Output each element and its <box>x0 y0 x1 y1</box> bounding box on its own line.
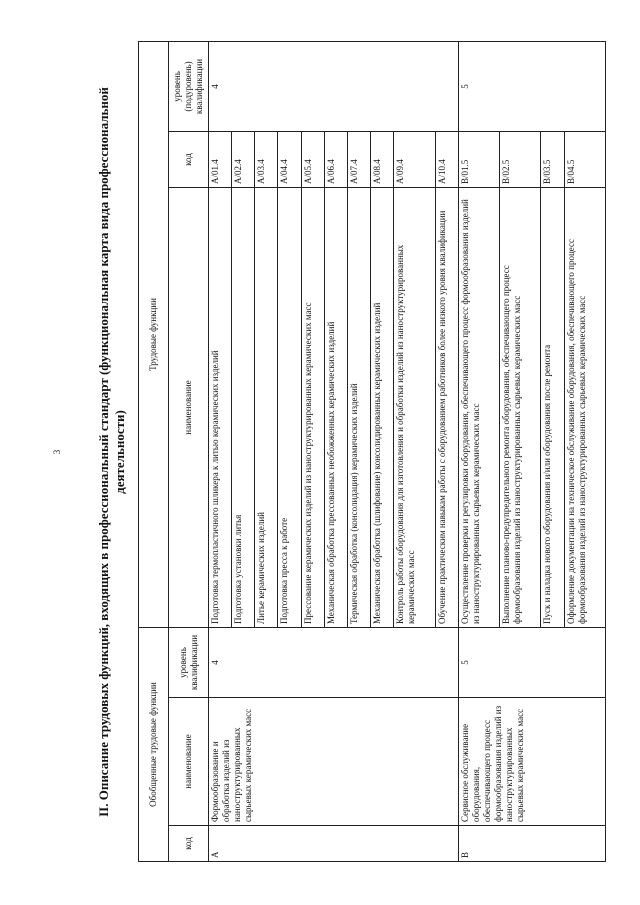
header-tf-level: уровень (подуровень) квалификации <box>169 41 209 131</box>
functional-map-table <box>138 41 606 862</box>
function-name: Механическая обработка прессованных необожженных керамических изделий <box>324 187 347 627</box>
function-name: Литье керамических изделий <box>255 187 278 627</box>
function-code: A/07.4 <box>347 131 370 187</box>
function-name: Контроль работы оборудования для изготовления и обработки изделий из наноструктурированных керамических масс <box>394 187 435 627</box>
header-labor-functions: Трудовые функции <box>139 41 169 627</box>
function-level: 4 <box>209 41 459 131</box>
rotated-table-container <box>138 42 606 862</box>
function-code: A/01.4 <box>209 131 232 187</box>
header-level: уровень квалификации <box>169 627 209 697</box>
function-code: B/01.5 <box>458 131 499 187</box>
group-code: B <box>458 826 605 862</box>
group-name: Сервисное обслуживание оборудования, обеспечивающего процесс формообразования изделий из наноструктурированных сырьевых керамических масс <box>458 698 605 826</box>
header-generalized: Обобщенные трудовые функции <box>139 627 169 861</box>
section-heading: II. Описание трудовых функций, входящих в профессиональный стандарт (функциональная карта вида профессиональной деятельности) <box>96 87 127 817</box>
function-code: A/03.4 <box>255 131 278 187</box>
function-name: Пуск и наладка нового оборудования и/или оборудования после ремонта <box>541 187 564 627</box>
group-name: Формообразование и обработка изделий из наноструктурированных сырьевых керамических масс <box>209 698 459 826</box>
function-name: Подготовка пресса к работе <box>278 187 301 627</box>
group-level: 5 <box>458 627 605 697</box>
function-name: Выполнение планово-предупредительного ремонта оборудования, обеспечивающего процесс формообразования изделий из наноструктурированных сырьевых керамических масс <box>500 187 541 627</box>
group-level: 4 <box>209 627 459 697</box>
function-code: A/06.4 <box>324 131 347 187</box>
function-level: 5 <box>458 41 605 131</box>
function-code: A/04.4 <box>278 131 301 187</box>
header-tf-code: код <box>169 131 209 187</box>
function-code: B/04.5 <box>564 131 605 187</box>
function-name: Оформление документации на техническое обслуживание оборудования, обеспечивающего процесс формообразования изделий из наноструктурированных сырьевых керамических масс <box>564 187 605 627</box>
function-name: Обучение практическим навыкам работы с оборудованием работников более низкого уровня квалификации <box>435 187 458 627</box>
function-name: Осуществление проверки и регулировки оборудования, обеспечивающего процесс формообразования изделий из наноструктурированных сырьевых керамических масс <box>458 187 499 627</box>
group-code: A <box>209 826 459 862</box>
function-name: Подготовка термопластичного шликера к литью керамических изделий <box>209 187 232 627</box>
function-code: A/05.4 <box>301 131 324 187</box>
function-name: Прессование керамических изделий из наноструктурированных керамических масс <box>301 187 324 627</box>
page-number: 3 <box>52 449 62 455</box>
header-tf-name: наименование <box>169 187 209 627</box>
function-code: A/02.4 <box>232 131 255 187</box>
header-code: код <box>169 826 209 862</box>
function-code: B/02.5 <box>500 131 541 187</box>
function-code: B/03.5 <box>541 131 564 187</box>
function-name: Подготовка установки литья <box>232 187 255 627</box>
header-name: наименование <box>169 698 209 826</box>
function-name: Механическая обработка (шлифование) консолидированных керамических изделий <box>371 187 394 627</box>
function-code: A/09.4 <box>394 131 435 187</box>
function-code: A/10.4 <box>435 131 458 187</box>
function-name: Термическая обработка (консолидация) керамических изделий <box>347 187 370 627</box>
function-code: A/08.4 <box>371 131 394 187</box>
